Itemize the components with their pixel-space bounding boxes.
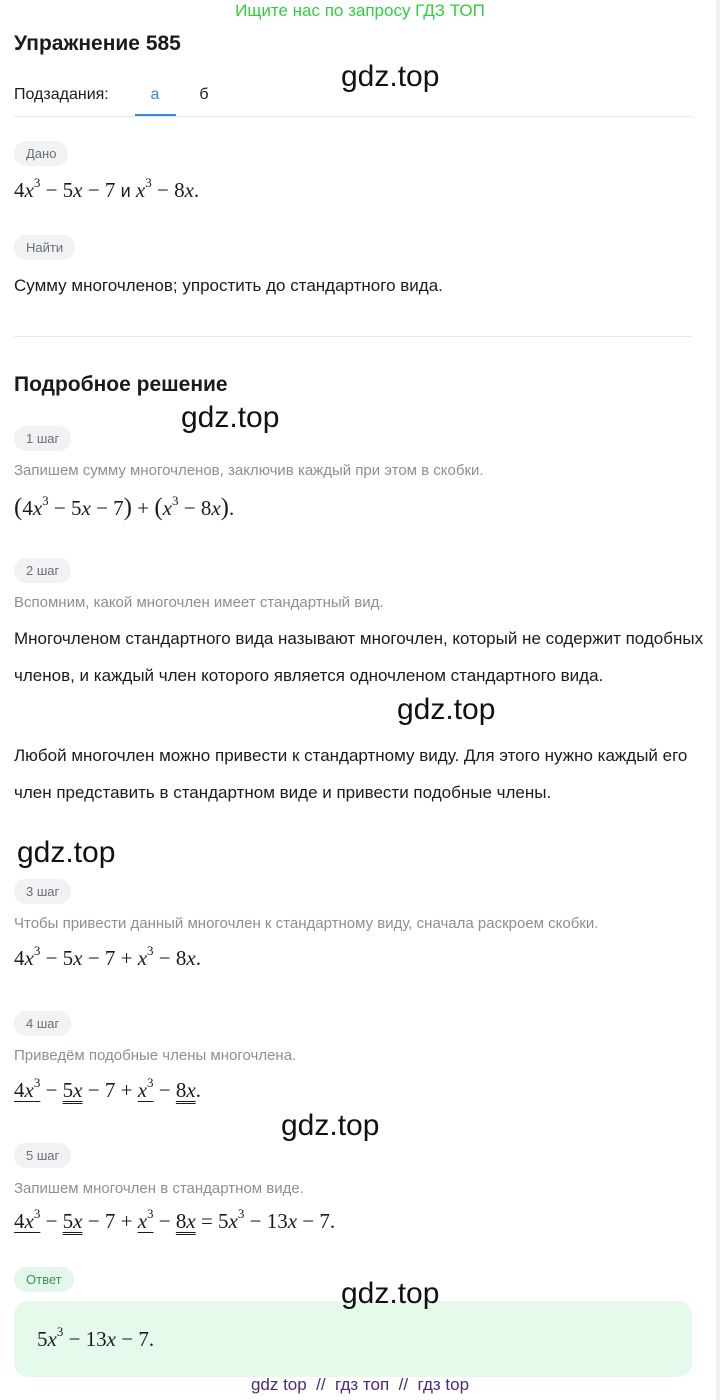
step-5-chip: 5 шаг (14, 1143, 71, 1168)
answer-expression: $5x^3 - 13x - 7$. (37, 1324, 155, 1351)
answer-chip: Ответ (14, 1267, 74, 1292)
tab-subtask-a[interactable]: а (150, 86, 160, 103)
scrollbar[interactable] (716, 0, 720, 1400)
given-chip: Дано (14, 141, 68, 166)
find-text: Сумму многочленов; упростить до стандартного вида. (14, 276, 443, 295)
step-3-chip: 3 шаг (14, 879, 71, 904)
tabs-divider (14, 116, 692, 117)
find-chip: Найти (14, 235, 75, 260)
watermark: gdz.top (341, 60, 440, 93)
step-4-chip: 4 шаг (14, 1011, 71, 1036)
footer-links[interactable]: gdz top // гдз топ // гдз top (250, 1375, 470, 1394)
step-1-hint: Запишем сумму многочленов, заключив каждый при этом в скобки. (14, 462, 484, 479)
step-3-hint: Чтобы привести данный многочлен к стандартному виду, сначала раскроем скобки. (14, 915, 599, 932)
step-2-paragraph-2: Любой многочлен можно привести к стандартному виду. Для этого нужно каждый его член представить в стандартном виде и привести подобные члены. (14, 746, 688, 802)
promo-banner[interactable]: Ищите нас по запросу ГДЗ ТОП (235, 1, 485, 20)
watermark: gdz.top (341, 1277, 440, 1310)
step-2-chip: 2 шаг (14, 558, 71, 583)
watermark: gdz.top (17, 836, 116, 869)
step-1-chip: 1 шаг (14, 426, 71, 451)
step-2-paragraph-1: Многочленом стандартного вида называют многочлен, который не содержит подобных членов, и каждый член которого является одночленом стандартного вида. (14, 629, 704, 685)
step-3-expression: $4x^3 - 5x - 7 + x^3 - 8x$. (14, 943, 201, 970)
tab-subtask-b[interactable]: б (199, 86, 209, 103)
watermark: gdz.top (397, 693, 496, 726)
given-expression: $4x^3 - 5x - 7$ и $x^3 - 8x$. (14, 175, 200, 202)
watermark: gdz.top (281, 1109, 380, 1142)
page-title: Упражнение 585 (14, 32, 181, 55)
subtasks-label: Подзадания: (14, 86, 109, 103)
step-1-expression: $(4x^3 - 5x - 7) + (x^3 - 8x)$. (14, 493, 235, 521)
solution-heading: Подробное решение (14, 373, 228, 396)
step-5-hint: Запишем многочлен в стандартном виде. (14, 1180, 304, 1197)
step-2-hint: Вспомним, какой многочлен имеет стандартный вид. (14, 594, 384, 611)
step-5-expression: $4x^3 - 5x - 7 + x^3 - 8x = 5x^3 - 13x - 7$. (14, 1206, 336, 1233)
step-4-expression: $4x^3 - 5x - 7 + x^3 - 8x$. (14, 1075, 201, 1102)
step-4-hint: Приведём подобные члены многочлена. (14, 1047, 297, 1064)
section-divider (14, 336, 692, 337)
watermark: gdz.top (181, 401, 280, 434)
